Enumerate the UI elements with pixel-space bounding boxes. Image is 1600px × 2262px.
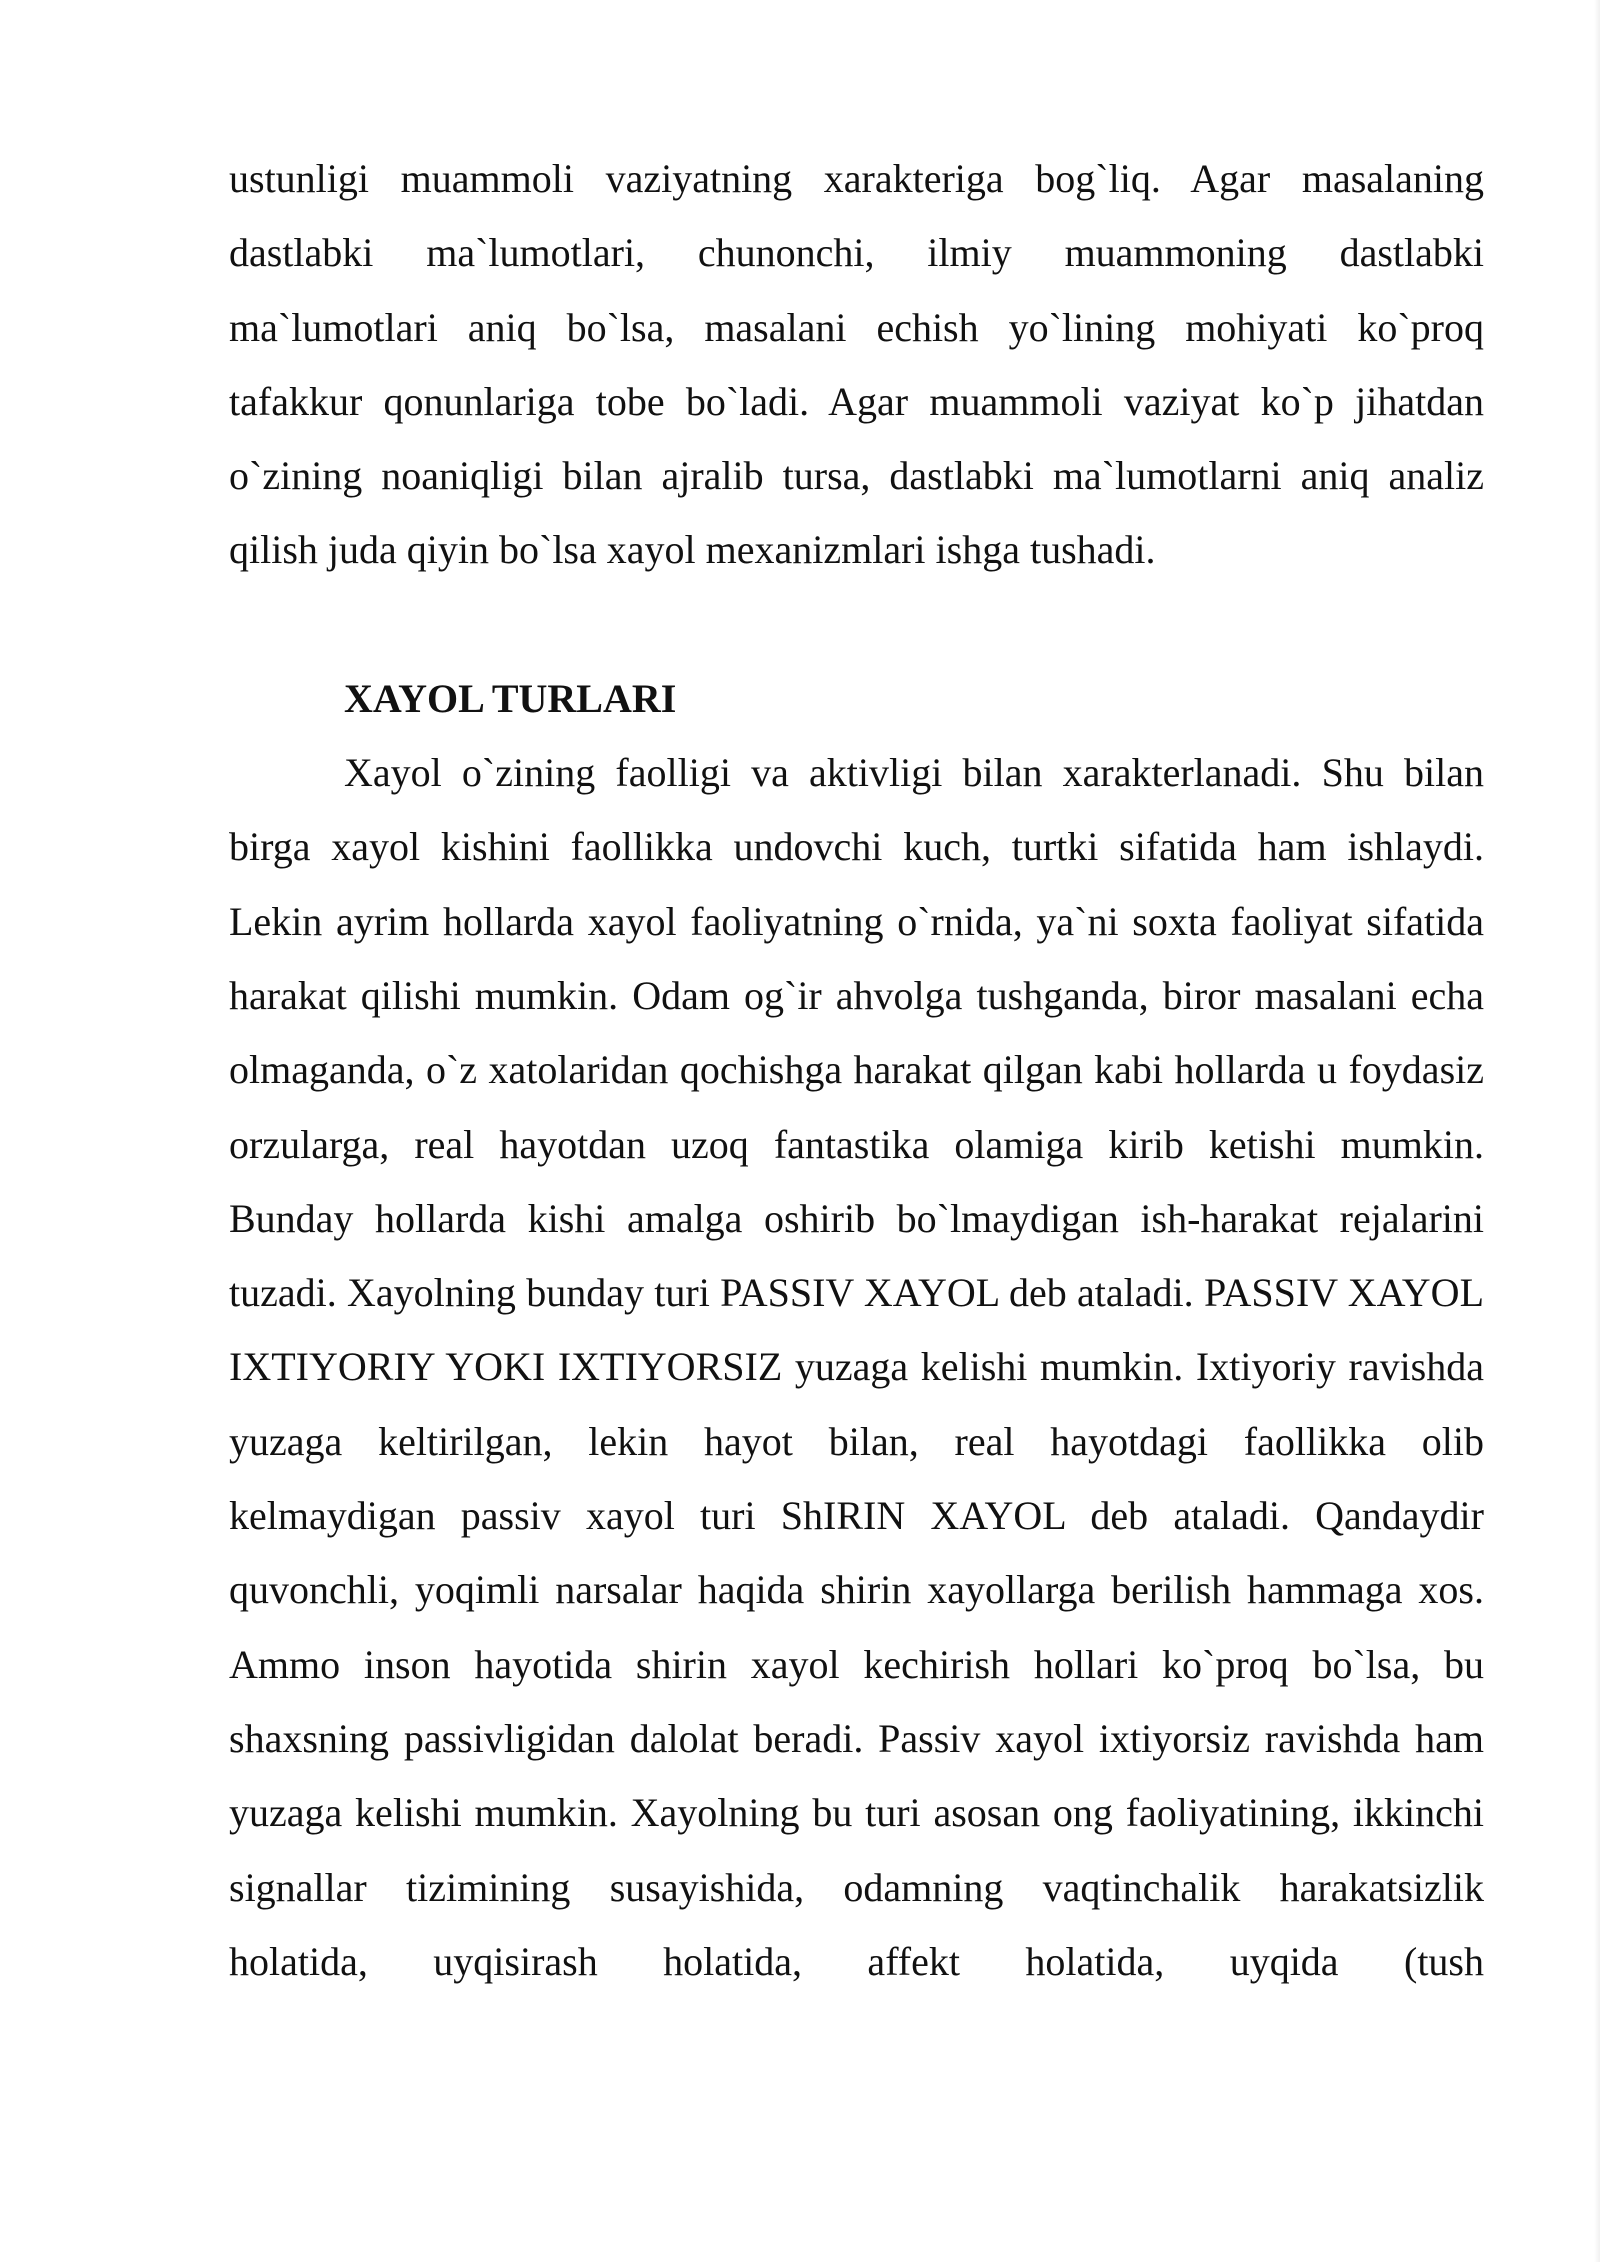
paragraph-xayol-turlari: Xayol o`zining faolligi va aktivligi bilan xarakterlanadi. Shu bilan birga xayol kishini faollikka undovchi kuch, turtki sifatida ham ishlaydi. Lekin ayrim hollarda xayol faoliyatning o`rnida, ya`ni soxta faoliyat sifatida harakat qilishi mumkin. Odam og`ir ahvolga tushganda, biror masalani echa olmaganda, o`z xatolaridan qochishga harakat qilgan kabi hollarda u foydasiz orzularga, real hayotdan uzoq fantastika olamiga kirib ketishi mumkin. Bunday hollarda kishi amalga oshirib bo`lmaydigan ish-harakat rejalarini tuzadi. Xayolning bunday turi PASSIV XAYOL deb ataladi. PASSIV XAYOL IXTIYORIY YOKI IXTIYORSIZ yuzaga kelishi mumkin. Ixtiyoriy ravishda yuzaga keltirilgan, lekin hayot bilan, real hayotdagi faollikka olib kelmaydigan passiv xayol turi ShIRIN XAYOL deb ataladi. Qandaydir quvonchli, yoqimli narsalar haqida shirin xayollarga berilish hammaga xos. Ammo inson hayotida shirin xayol kechirish hollari ko`proq bo`lsa, bu shaxsning passivligidan dalolat beradi. Passiv xayol ixtiyorsiz ravishda ham yuzaga kelishi mumkin. Xayolning bu turi asosan ong faoliyatining, ikkinchi signallar tizimining susayishida, odamning vaqtinchalik harakatsizlik holatida, uyqisirash holatida, affekt holatida, uyqida (tush <box>229 750 1484 1984</box>
section-heading: XAYOL TURLARI <box>344 675 677 721</box>
page-edge-shadow <box>1594 0 1600 2262</box>
paragraph-continuation: ustunligi muammoli vaziyatning xarakteriga bog`liq. Agar masalaning dastlabki ma`lumotlari, chunonchi, ilmiy muammoning dastlabki ma`lumotlari aniq bo`lsa, masalani echish yo`lining mohiyati ko`proq tafakkur qonunlariga tobe bo`ladi. Agar muammoli vaziyat ko`p jihatdan o`zining noaniqligi bilan ajralib tursa, dastlabki ma`lumotlarni aniq analiz qilish juda qiyin bo`lsa xayol mexanizmlari ishga tushadi. <box>229 156 1484 573</box>
document-body <box>229 142 1484 1999</box>
